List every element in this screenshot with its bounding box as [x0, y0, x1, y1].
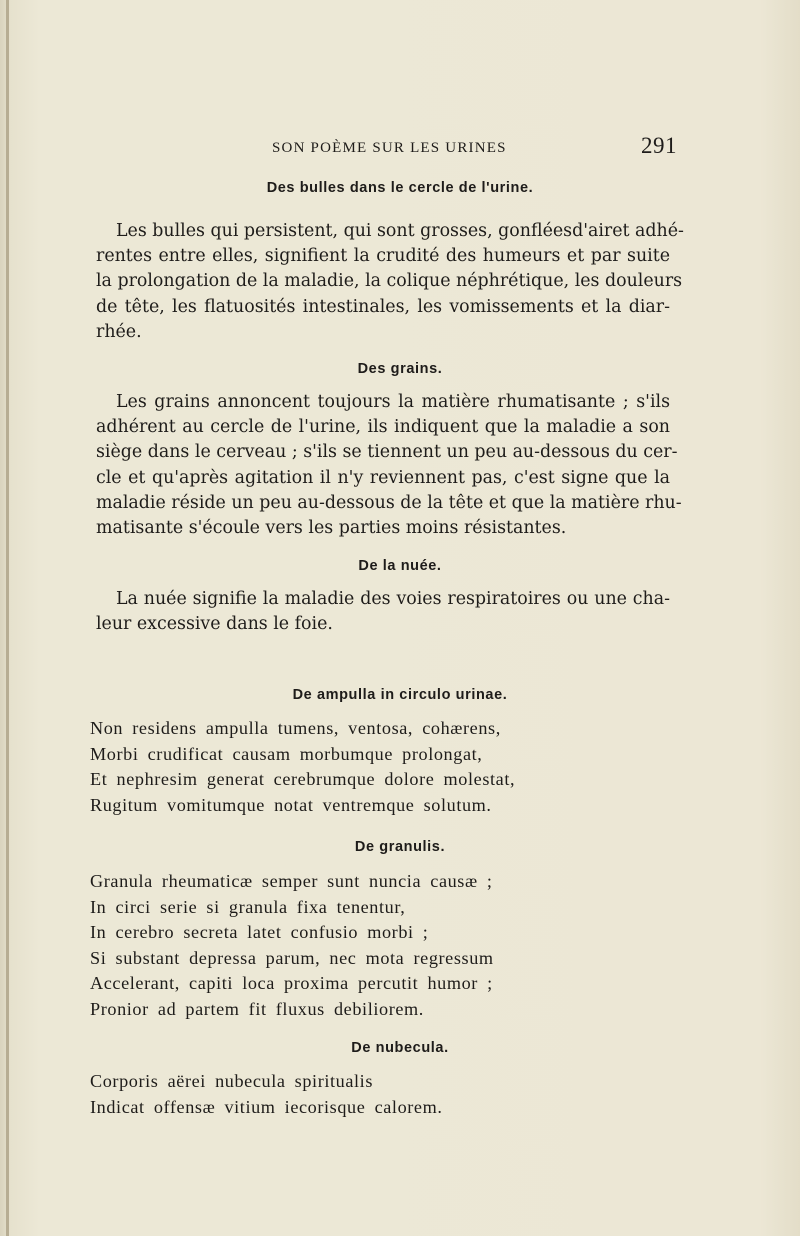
paragraph-line: La nuée signifie la maladie des voies respiratoires ou une cha-: [116, 589, 670, 609]
running-head: [0, 133, 800, 160]
paragraph-line: rentes entre elles, signifient la crudité des humeurs et par suite: [96, 246, 670, 267]
paragraph-nuee: [96, 587, 670, 637]
paragraph-bulles: [96, 219, 684, 345]
paragraph-line: adhérent au cercle de l'urine, ils indiquent que la maladie a son: [96, 417, 670, 438]
paragraph-line: leur excessive dans le foie.: [96, 614, 333, 635]
section-heading-nuee: De la nuée.: [358, 558, 442, 574]
section-heading-ampulla: De ampulla in circulo urinae.: [292, 687, 508, 703]
running-title: SON POÈME SUR LES URINES: [272, 140, 507, 156]
verse-ampulla: [90, 716, 650, 818]
paragraph-line: maladie réside un peu au-dessous de la tête et que la matière rhu-: [96, 492, 682, 513]
paragraph-line: cle et qu'après agitation il n'y reviennent pas, c'est signe que la: [96, 467, 670, 488]
section-heading-grains: Des grains.: [357, 361, 443, 377]
verse-line: Pronior ad partem fit fluxus debiliorem.: [90, 998, 424, 1019]
paragraph-line: de tête, les flatuosités intestinales, les vomissements et la diar-: [96, 296, 670, 317]
verse-line: Morbi crudificat causam morbumque prolongat,: [90, 743, 483, 764]
verse-nubecula: [90, 1069, 650, 1120]
section-heading-bulles: Des bulles dans le cercle de l'urine.: [266, 180, 534, 196]
verse-line: Accelerant, capiti loca proxima percutit humor ;: [90, 973, 493, 994]
paragraph-line: la prolongation de la maladie, la colique néphrétique, les douleurs: [96, 271, 683, 292]
paragraph-line: rhée.: [96, 321, 142, 342]
verse-line: Non residens ampulla tumens, ventosa, cohærens,: [90, 718, 501, 738]
verse-line: Rugitum vomitumque notat ventremque solutum.: [90, 794, 492, 815]
verse-granulis: [90, 869, 650, 1023]
paragraph-line: Les bulles qui persistent, qui sont grosses, gonfléesd'airet adhé-: [116, 221, 684, 241]
paragraph-line: matisante s'écoule vers les parties moins résistantes.: [96, 518, 567, 539]
section-heading-granulis: De granulis.: [354, 839, 446, 855]
verse-line: In circi serie si granula fixa tenentur,: [90, 896, 406, 917]
verse-line: Granula rheumaticæ semper sunt nuncia causæ ;: [90, 871, 493, 891]
paragraph-grains: [96, 390, 682, 541]
verse-line: Indicat offensæ vitium iecorisque calorem.: [90, 1096, 443, 1117]
verse-line: Corporis aërei nubecula spiritualis: [90, 1071, 374, 1091]
verse-line: Et nephresim generat cerebrumque dolore molestat,: [90, 769, 516, 790]
verse-line: In cerebro secreta latet confusio morbi ;: [90, 922, 429, 943]
verse-line: Si substant depressa parum, nec mota regressum: [90, 947, 494, 968]
paragraph-line: Les grains annoncent toujours la matière rhumatisante ; s'ils: [116, 392, 670, 412]
section-heading-nubecula: De nubecula.: [351, 1040, 449, 1056]
paragraph-line: siège dans le cerveau ; s'ils se tiennent un peu au-dessous du cer-: [96, 442, 678, 463]
page-number: 291: [641, 133, 677, 158]
